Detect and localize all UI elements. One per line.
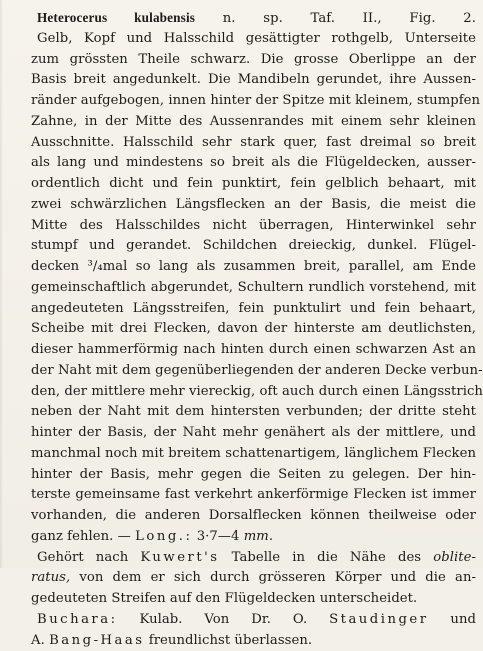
text-line: Ausschnitte. Halsschild sehr stark quer, fast dreimal so breit bbox=[31, 133, 476, 154]
locality-text: Kulab. Von Dr. O. bbox=[139, 612, 307, 627]
text-line: Mitte des Halsschildes nicht überragen, Hinterwinkel sehr bbox=[31, 216, 476, 237]
text-line: zwei schwärzlichen Längsflecken an der Basis, die meist die bbox=[31, 195, 476, 216]
species-name: Heterocerus kulabensis bbox=[37, 10, 195, 25]
text-line: decken ³/₄mal so lang als zusammen breit, parallel, am Ende bbox=[31, 257, 476, 278]
text-line: angedeuteten Längsstreifen, fein punktulirt und fein behaart, bbox=[31, 299, 476, 320]
length-label: Long.: bbox=[135, 529, 192, 544]
text-line: gemeinschaftlich abgerundet, Schultern rundlich vorstehend, mit bbox=[31, 278, 476, 299]
comparison-text: von dem er sich durch grösseren Körper und die an- bbox=[79, 570, 476, 585]
text-line: vorhanden, die anderen Dorsalflecken können theilweise oder bbox=[31, 506, 476, 527]
description-end: ganz fehlen. — bbox=[31, 529, 131, 544]
locality-text: freundlichst überlassen. bbox=[149, 633, 312, 648]
locality-name: Buchara: bbox=[37, 612, 118, 627]
text-line: als lang und mindestens so breit als die Flügeldecken, ausser- bbox=[31, 153, 476, 174]
text-line: der Naht mit dem gegenüberliegenden der anderen Decke verbun- bbox=[31, 361, 476, 382]
species-heading bbox=[31, 8, 476, 29]
text-line: Zahne, in der Mitte des Aussenrandes mit einem sehr kleinen bbox=[31, 112, 476, 133]
comparison-line-3: gedeuteten Streifen auf den Flügeldecken unterscheidet. bbox=[31, 589, 476, 610]
length-unit: mm. bbox=[244, 529, 273, 544]
text-line: manchmal noch mit breitem schattenartigem, länglichem Flecken bbox=[31, 444, 476, 465]
text-line: zum grössten Theile schwarz. Die grosse Oberlippe an der bbox=[31, 50, 476, 71]
text-line: hinter der Basis, der Naht mehr genähert als der mittlere, und bbox=[31, 423, 476, 444]
collector-initial: A. bbox=[31, 633, 45, 648]
species-reference: n. sp. Taf. II., Fig. 2. bbox=[223, 11, 476, 26]
comparison-text: Tabelle in die Nähe des bbox=[232, 550, 421, 565]
comparison-line-1 bbox=[31, 548, 476, 569]
locality-text: und bbox=[450, 612, 476, 627]
author-name: Kuwert's bbox=[140, 550, 219, 565]
text-line: terste gemeinsame fast verkehrt ankerförmige Flecken ist immer bbox=[31, 485, 476, 506]
text-line: ordentlich dicht und fein punktirt, fein gelblich behaart, mit bbox=[31, 174, 476, 195]
species-reference-italic: oblite- bbox=[433, 550, 476, 565]
locality-line-1 bbox=[31, 610, 476, 631]
locality-line-2 bbox=[31, 631, 476, 651]
species-description bbox=[31, 8, 476, 651]
species-reference-italic: ratus, bbox=[31, 570, 70, 585]
text-line: ränder aufgebogen, innen hinter der Spitze mit kleinem, stumpfen bbox=[31, 91, 476, 112]
page-edge-shadow bbox=[0, 0, 3, 568]
measurement-line bbox=[31, 527, 476, 548]
text-line: Scheibe mit drei Flecken, davon der hinterste am deutlichsten, bbox=[31, 319, 476, 340]
collector-name: Staudinger bbox=[329, 612, 428, 627]
collector-name: Bang-Haas bbox=[49, 633, 144, 648]
text-line: stumpf und gerandet. Schildchen dreieckig, dunkel. Flügel- bbox=[31, 236, 476, 257]
length-value: 3·7—4 bbox=[197, 529, 240, 544]
comparison-line-2 bbox=[31, 568, 476, 589]
text-line: den, der mittlere mehr viereckig, oft auch durch einen Längsstrich bbox=[31, 382, 476, 403]
comparison-text: Gehört nach bbox=[37, 550, 128, 565]
text-line: dieser hammerförmig nach hinten durch einen schwarzen Ast an bbox=[31, 340, 476, 361]
text-line: Basis breit angedunkelt. Die Mandibeln gerundet, ihre Aussen- bbox=[31, 70, 476, 91]
text-line: neben der Naht mit dem hintersten verbunden; der dritte steht bbox=[31, 402, 476, 423]
text-line: hinter der Basis, mehr gegen die Seiten zu gelegen. Der hin- bbox=[31, 465, 476, 486]
text-line: Gelb, Kopf und Halsschild gesättigter rothgelb, Unterseite bbox=[31, 29, 476, 50]
